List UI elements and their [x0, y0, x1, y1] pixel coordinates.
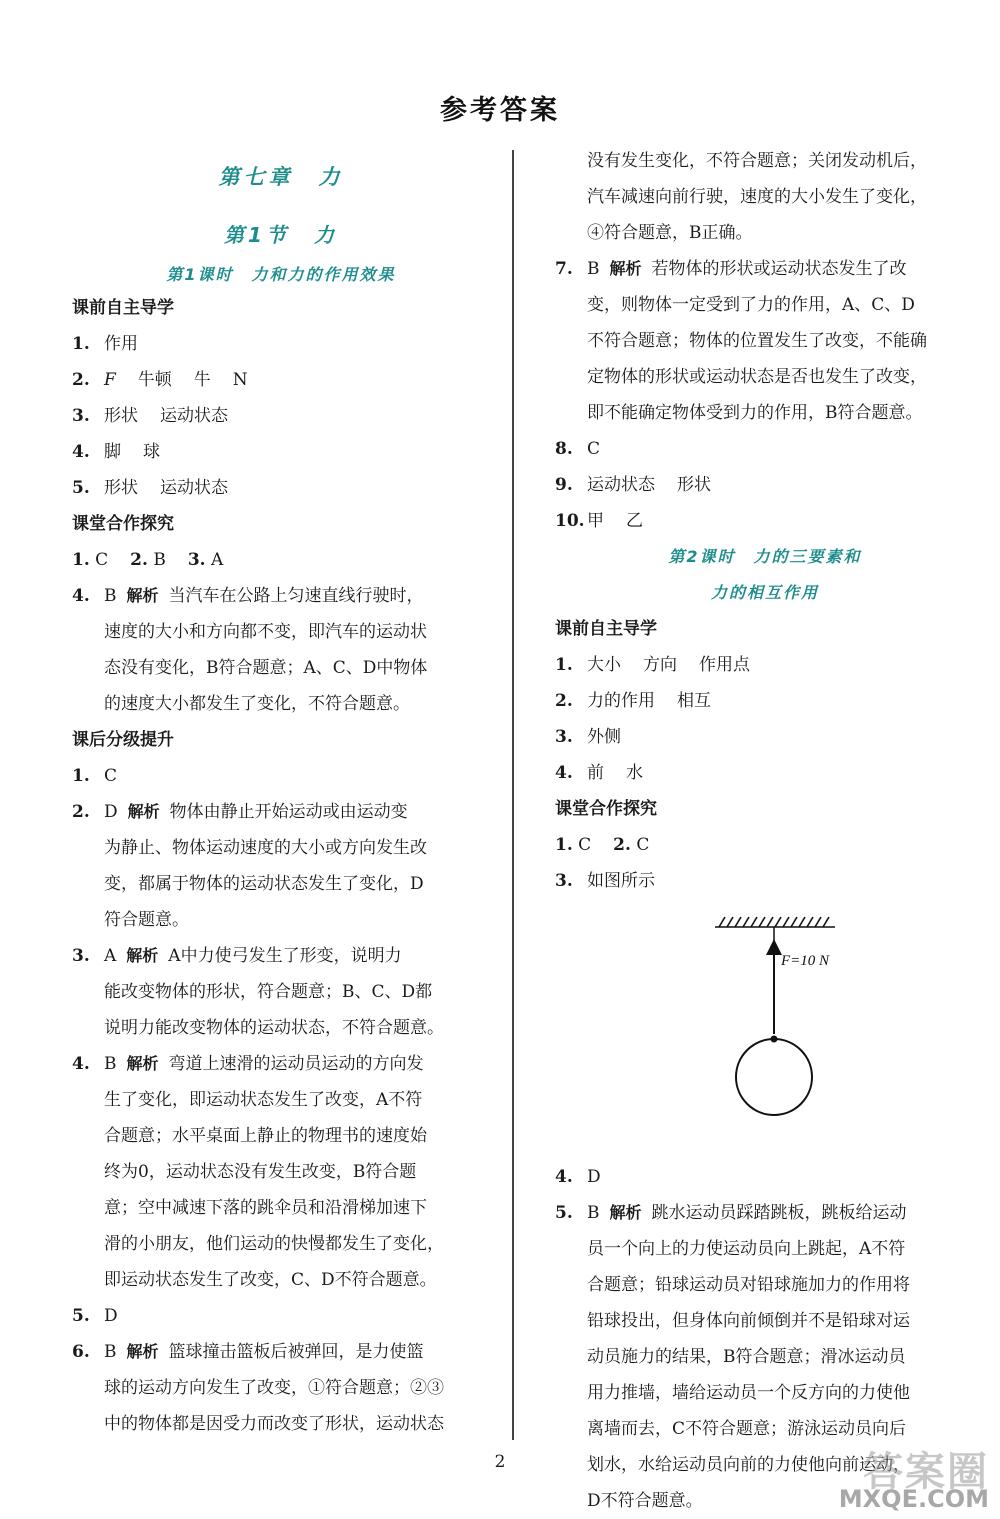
class-heading: 课堂合作探究: [72, 514, 174, 534]
list-item: 2. 力的作用 相互: [555, 691, 711, 711]
list-item: 1. 作用: [72, 334, 138, 354]
watermark-logo: [760, 1440, 995, 1515]
after-class-heading: 课后分级提升: [72, 730, 174, 750]
list-item: 8. C: [555, 439, 601, 459]
list-item: 3. 如图所示: [555, 871, 655, 891]
list-item: 没有发生变化，不符合题意；关闭发动机后， 汽车减速向前行驶，速度的大小发生了变化， ④符合题意，B正确。: [587, 151, 927, 243]
list-item: 4. B 解析 当汽车在公路上匀速直线行驶时， 速度的大小和方向都不变，即汽车的运动状 态没有变化，B符合题意；A、C、D中物体 的速度大小都发生了变化，不符合题意。: [72, 586, 428, 714]
page-title: 参考答案: [440, 95, 560, 126]
list-item: 3. 形状 运动状态: [72, 406, 228, 426]
lesson-heading-1: 第1课时 力和力的作用效果: [166, 265, 396, 284]
list-item: 1. C: [72, 766, 118, 786]
attachment-point: [771, 1036, 778, 1043]
chapter-heading: 第七章 力: [218, 165, 344, 189]
list-item: 3. A 解析 A中力使弓发生了形变，说明力 能改变物体的形状，符合题意；B、C、D都 说明力能改变物体的运动状态，不符合题意。: [72, 946, 444, 1038]
list-item: 10. 甲 乙: [555, 511, 643, 531]
force-label: F=10 N: [781, 953, 830, 969]
list-item: 4. B 解析 弯道上速滑的运动员运动的方向发 生了变化，即运动状态发生了改变，A不符 合题意；水平桌面上静止的物理书的速度始 终为0，运动状态没有发生改变，B符合题 意；空中减速下落的跳伞员和沿滑梯加速下 滑的小朋友，他们运动的快慢都发生了变化， 即运动状态发生了改变，C、D不符合题意。: [72, 1054, 444, 1290]
watermark-url: MXQE.COM: [838, 1485, 989, 1513]
list-item: 5. B 解析 跳水运动员踩踏跳板，跳板给运动 员一个向上的力使运动员向上跳起，A不符 合题意；铅球运动员对铅球施加力的作用将 铅球投出，但身体向前倾倒并不是铅球对运 动员施力的结果，B符合题意；滑冰运动员 用力推墙，墙给运动员一个反方向的力使他 离墙而去，C不符合题意；游泳运动员向后 划水，水给运动员向前的力使他向前运动， D不符合题意。: [555, 1203, 910, 1511]
list-item: 1. C 2. C: [555, 835, 650, 855]
force-diagram-svg: [555, 899, 975, 1159]
list-item: 4. 脚 球: [72, 442, 160, 462]
class-heading-2: 课堂合作探究: [555, 799, 657, 819]
list-item: 5. 形状 运动状态: [72, 478, 228, 498]
list-item: 2. D 解析 物体由静止开始运动或由运动变 为静止、物体运动速度的大小或方向发生改 变，都属于物体的运动状态发生了变化，D 符合题意。: [72, 802, 427, 930]
list-item: 4. 前 水: [555, 763, 643, 783]
column-divider: [512, 150, 514, 1440]
left-column: [72, 162, 490, 1442]
watermark-text: 答案圈: [863, 1449, 989, 1495]
list-item: 7. B 解析 若物体的形状或运动状态发生了改 变，则物体一定受到了力的作用，A、C、D 不符合题意；物体的位置发生了改变，不能确 定物体的形状或运动状态是否也发生了改变， 即不能确定物体受到力的作用，B符合题意。: [555, 259, 927, 423]
list-item: 3. 外侧: [555, 727, 621, 747]
list-item: 2. F 牛顿 牛 N: [72, 370, 248, 390]
lesson-heading-2: 第2课时 力的三要素和: [668, 547, 862, 566]
ball: [736, 1039, 812, 1115]
ceiling-hatch: [715, 917, 835, 927]
list-item: 4. D: [555, 1167, 601, 1187]
force-diagram: [555, 899, 975, 1159]
list-item: 6. B 解析 篮球撞击篮板后被弹回，是力使篮 球的运动方向发生了改变，①符合题意；②③ 中的物体都是因受力而改变了形状，运动状态: [72, 1342, 444, 1434]
list-item: 5. D: [72, 1306, 118, 1326]
pre-study-heading-2: 课前自主导学: [555, 619, 657, 639]
pre-study-heading: 课前自主导学: [72, 298, 174, 318]
lesson-heading-2-cont: 力的相互作用: [710, 583, 819, 602]
list-item: 1. 大小 方向 作用点: [555, 655, 750, 675]
list-item: 9. 运动状态 形状: [555, 475, 711, 495]
section-heading: 第1节 力: [224, 223, 338, 247]
right-column: [555, 143, 975, 1519]
page-number: 2: [494, 1452, 506, 1472]
list-item: 1. C 2. B 3. A: [72, 550, 224, 570]
